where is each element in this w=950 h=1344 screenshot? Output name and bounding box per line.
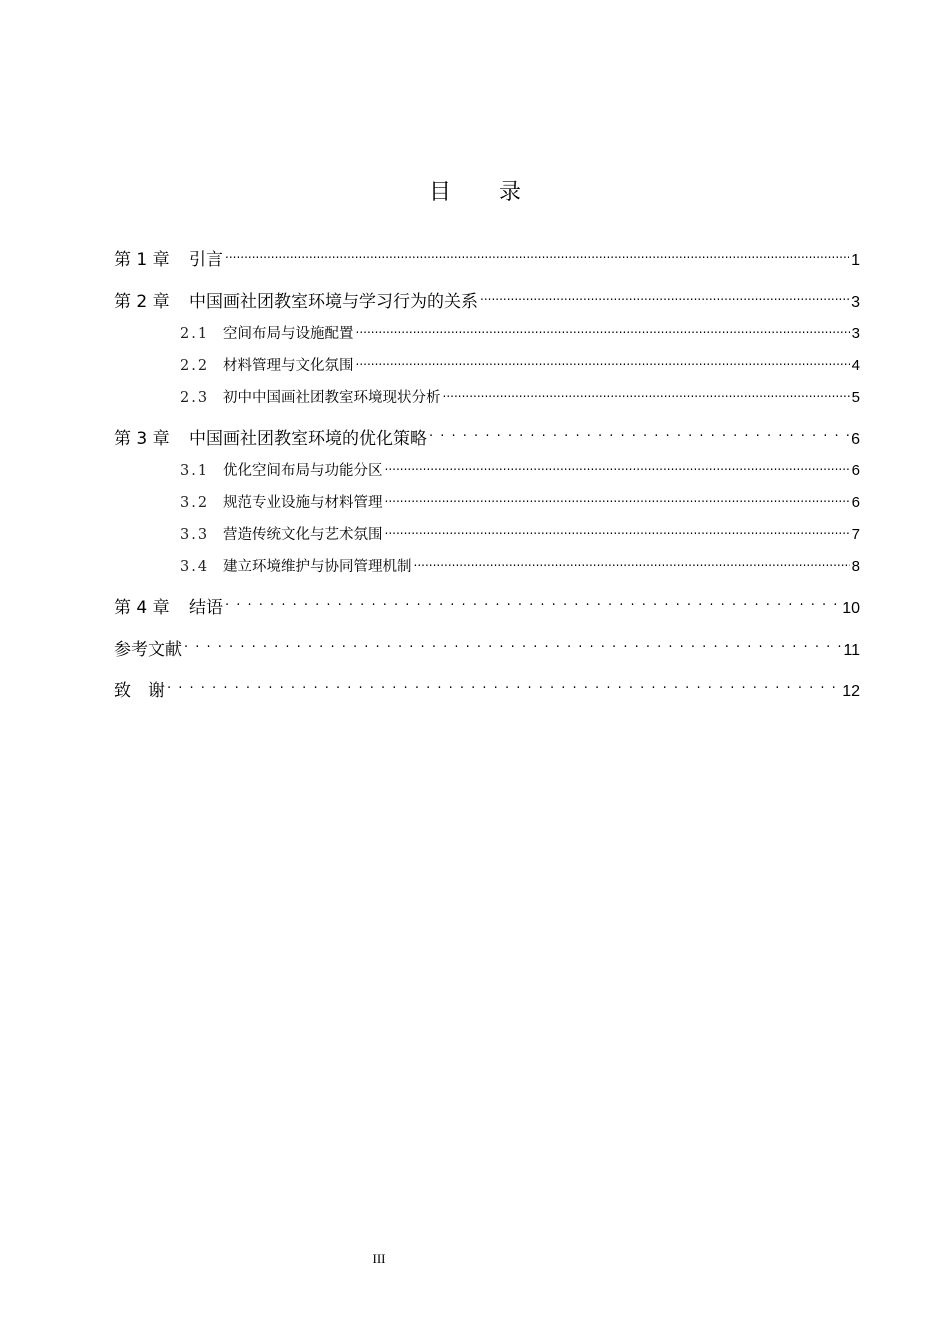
toc-entry-section-2-2[interactable] [180,355,860,377]
toc-entry-page: 10 [842,600,860,617]
toc-entry-number: 2.2 [180,358,210,374]
toc-entry-chapter-3[interactable] [114,426,860,453]
toc-entry-title: 参考文献 [114,640,182,660]
toc-dot-leader [184,638,841,655]
toc-entry-page: 5 [851,389,860,406]
toc-entry-number: 3.2 [180,495,210,511]
toc-entry-chapter-1[interactable] [114,247,860,274]
toc-entry-title: 营造传统文化与艺术氛围 [223,527,383,543]
toc-entry-page: 8 [851,558,860,575]
toc-dot-leader [167,679,840,696]
toc-entry-page: 3 [851,294,860,311]
toc-entry-title: 中国画社团教室环境的优化策略 [189,429,427,449]
toc-entry-title: 引言 [189,250,223,270]
toc-entry-number: 第 4 章 [114,598,170,618]
toc-entry-page: 6 [851,462,860,479]
toc-entry-section-2-3[interactable] [180,387,860,409]
toc-entry-page: 1 [851,252,860,269]
toc-entry-title: 材料管理与文化氛围 [223,358,354,374]
toc-entry-chapter-2[interactable] [114,289,860,316]
toc-dot-leader [414,557,850,572]
toc-dot-leader [356,356,850,371]
toc-dot-leader [385,461,850,476]
toc-entry-title: 优化空间布局与功能分区 [223,463,383,479]
toc-entry-page: 11 [843,642,860,659]
toc-entry-section-3-4[interactable] [180,556,860,578]
toc-entry-title: 结语 [189,598,223,618]
toc-dot-leader [385,525,850,540]
toc-entry-number: 第 2 章 [114,292,170,312]
toc-entry-page: 7 [851,526,860,543]
toc-entry-chapter-4[interactable] [114,595,860,622]
toc-dot-leader [429,427,849,444]
toc-entry-section-3-2[interactable] [180,492,860,514]
toc-entry-acknowledgements[interactable] [114,678,860,705]
toc-dot-leader [225,248,849,265]
toc-entry-number: 第 1 章 [114,250,170,270]
toc-dot-leader [385,493,850,508]
toc-dot-leader [225,596,840,613]
toc-entry-page: 6 [851,494,860,511]
toc-entry-references[interactable] [114,637,860,664]
toc-entry-page: 6 [851,431,860,448]
toc-entry-title: 规范专业设施与材料管理 [223,495,383,511]
toc-entry-section-3-1[interactable] [180,460,860,482]
toc-entry-title: 空间布局与设施配置 [223,326,354,342]
toc-entry-title: 建立环境维护与协同管理机制 [223,559,412,575]
toc-dot-leader [356,324,850,339]
toc-entry-title: 致 谢 [114,681,165,701]
toc-dot-leader [443,388,850,403]
toc-entry-number: 3.1 [180,463,210,479]
toc-entry-number: 2.1 [180,326,210,342]
toc-entry-number: 2.3 [180,390,210,406]
toc-entry-page: 3 [851,325,860,342]
toc-entry-title: 中国画社团教室环境与学习行为的关系 [189,292,478,312]
toc-entry-section-3-3[interactable] [180,524,860,546]
toc-entry-page: 12 [842,683,860,700]
toc-entry-number: 3.3 [180,527,210,543]
toc-entry-title: 初中中国画社团教室环境现状分析 [223,390,441,406]
toc-title: 目录 [428,180,569,205]
page-number: III [372,1251,386,1266]
toc-entry-page: 4 [851,357,860,374]
toc-entry-number: 第 3 章 [114,429,170,449]
toc-dot-leader [480,290,849,307]
toc-entry-section-2-1[interactable] [180,323,860,345]
toc-entry-number: 3.4 [180,559,210,575]
